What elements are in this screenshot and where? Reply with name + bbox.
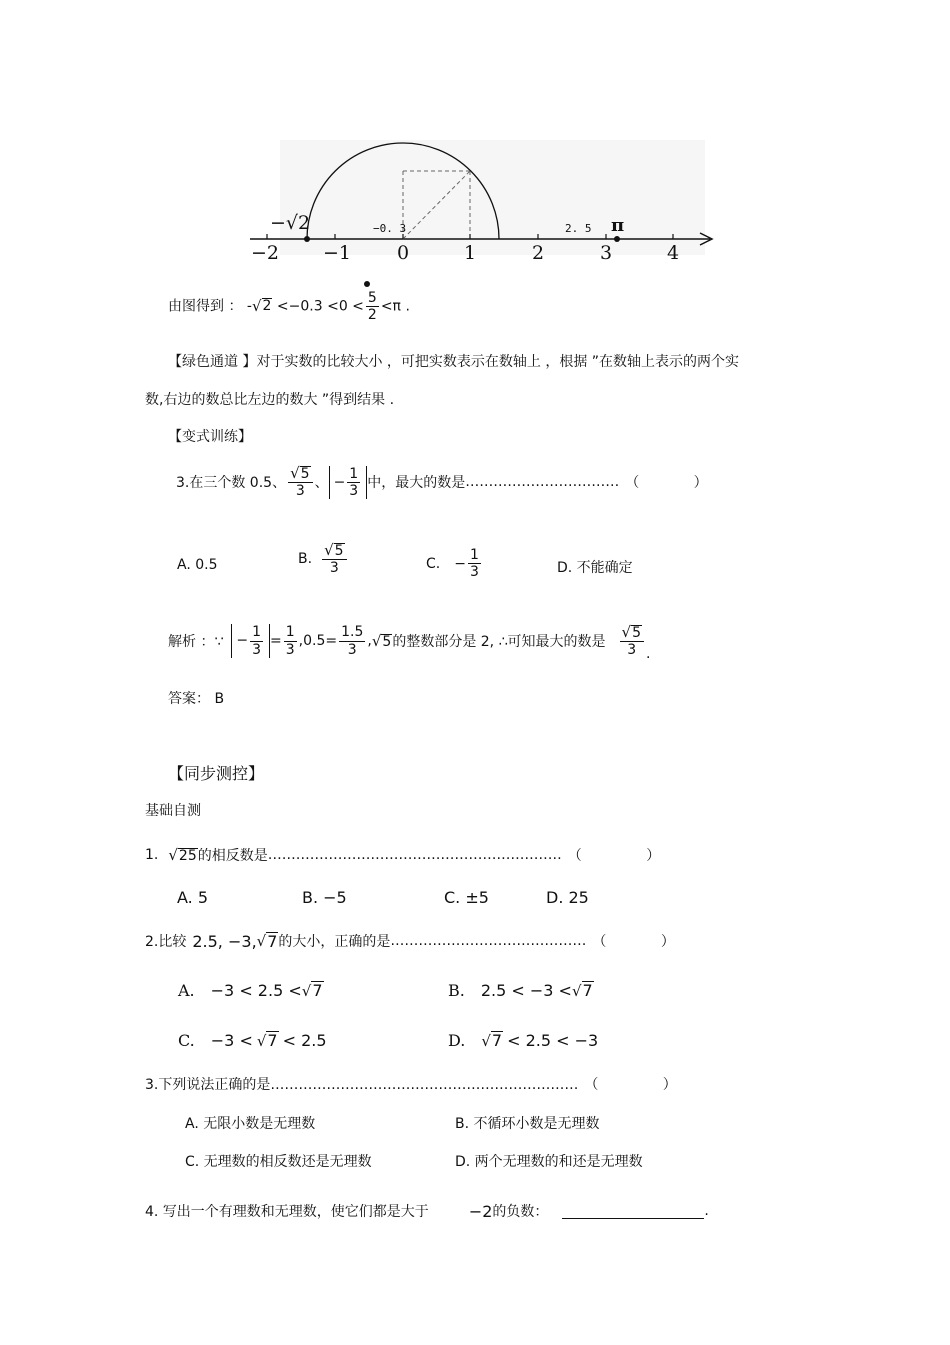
green-channel-line1: 【绿色通道 】对于实数的比较大小 ，可把实数表示在数轴上 ，根据 ”在数轴上表示的两个实: [168, 354, 740, 370]
label-neg-sqrt2: −√2: [270, 212, 311, 234]
q3-option-c[interactable]: C. 无理数的相反数还是无理数: [185, 1154, 372, 1170]
q2-option-c[interactable]: C. −3 < √ 7 < 2.5: [178, 1031, 327, 1051]
q3v-option-c[interactable]: C. − $\frac{1}{3}$: [426, 547, 479, 581]
tick-label: 0: [396, 242, 410, 264]
conclusion-chain: <−0.3 <0 <: [276, 298, 364, 315]
basic-heading: 基础自测: [145, 803, 201, 819]
answer-line: 答案： B: [168, 691, 225, 707]
q3-option-b[interactable]: B. 不循环小数是无理数: [455, 1116, 600, 1132]
abs-neg-one-third: − $\frac{1}{3}$: [329, 466, 368, 499]
q3v-stem-b: 中，最大的数是: [367, 475, 466, 492]
q3v-option-d[interactable]: D. 不能确定: [557, 560, 633, 576]
number-line-svg: [245, 135, 720, 270]
sqrt-5: √ 5: [371, 632, 392, 650]
sqrt-2: √ 2: [251, 296, 272, 315]
q1-option-c[interactable]: C. ±5: [444, 888, 489, 907]
fraction-1-5-over-3: $\frac{1.5}{3}$: [341, 624, 364, 658]
answer-blank[interactable]: [562, 1204, 704, 1219]
variant-question-3: [176, 465, 708, 499]
tick-label: −2: [250, 242, 280, 264]
q2-option-a[interactable]: A. −3 < 2.5 < √ 7: [178, 981, 323, 1001]
q3v-option-a[interactable]: A. 0.5: [177, 557, 218, 573]
question-3: 3.下列说法正确的是………………………………………………………… （ ）: [145, 1077, 677, 1093]
fraction-5-2: $\frac{5}{2}$: [367, 290, 377, 324]
tick-label: 3: [599, 242, 613, 264]
dot-marker: [364, 281, 370, 287]
analysis-lead: 解析 ：∵: [168, 634, 224, 650]
number-line-figure: [245, 135, 720, 270]
sync-heading: 【同步测控】: [168, 764, 265, 783]
q1-option-a[interactable]: A. 5: [177, 888, 209, 907]
conclusion-lead: 由图得到 ：: [168, 298, 243, 315]
q2-option-b[interactable]: B. 2.5 < −3 < √ 7: [448, 981, 593, 1001]
q3v-stem-a: 3.在三个数 0.5、: [176, 475, 287, 492]
conclusion-line: [168, 290, 410, 323]
label-2-5: 2. 5: [565, 222, 592, 235]
q3-option-a[interactable]: A. 无限小数是无理数: [185, 1116, 316, 1132]
q3v-dots: ……………………………: [465, 474, 620, 491]
q1-option-d[interactable]: D. 25: [546, 888, 589, 907]
question-2: 2.比较 2.5, −3, √ 7 的大小，正确的是 …………………………………… （ ）: [145, 931, 675, 951]
sqrt-7: √ 7: [256, 931, 278, 951]
fraction-sqrt5-over-3: √ 5 3: [288, 465, 312, 499]
fraction-1-3: $\frac{1}{3}$: [285, 624, 295, 658]
q1-option-b[interactable]: B. −5: [302, 888, 347, 907]
q3-option-d[interactable]: D. 两个无理数的和还是无理数: [455, 1154, 643, 1170]
q3v-paren: （ ）: [625, 475, 708, 492]
question-4: 4. 写出一个有理数和无理数，使它们都是大于 −2 的负数： .: [145, 1201, 709, 1221]
analysis-line: 解析 ：∵ − $\frac{1}{3}$ = $\frac{1}{3}$ ,0.5= $\frac{1.5}{3}$ , √ 5 的整数部分是 2, ∴可知最大的数是 √ 5 3 .: [168, 622, 651, 662]
conclusion-minus: -: [246, 298, 252, 315]
fraction-sqrt5-over-3-analysis: √ 5 3: [620, 624, 644, 658]
q3v-option-b[interactable]: B. √ 5 3: [298, 542, 349, 576]
abs-neg-one-third-analysis: − $\frac{1}{3}$: [231, 624, 270, 657]
point-neg-sqrt2: [304, 236, 310, 242]
question-1: 1. √ 25 的相反数是 ……………………………………………………… （ ）: [145, 846, 661, 864]
label-pi: π: [611, 215, 625, 236]
point-pi: [614, 236, 620, 242]
q2-option-d[interactable]: D. √ 7 < 2.5 < −3: [448, 1031, 599, 1051]
analysis-tail: 的整数部分是 2, ∴可知最大的数是: [392, 634, 606, 650]
tick-label: −1: [322, 242, 352, 264]
sqrt-25: √ 25: [168, 846, 197, 864]
tick-label: 2: [531, 242, 545, 264]
label-neg-0-3: −0. 3: [373, 222, 407, 235]
conclusion-tail: <π .: [380, 298, 410, 315]
variant-heading: 【变式训练】: [168, 429, 252, 445]
q3v-separator: 、: [314, 475, 329, 492]
figure-background: [280, 140, 705, 255]
green-channel-line2: 数,右边的数总比左边的数大 ”得到结果 .: [145, 392, 395, 408]
tick-label: 1: [463, 242, 477, 264]
tick-label: 4: [666, 242, 680, 264]
